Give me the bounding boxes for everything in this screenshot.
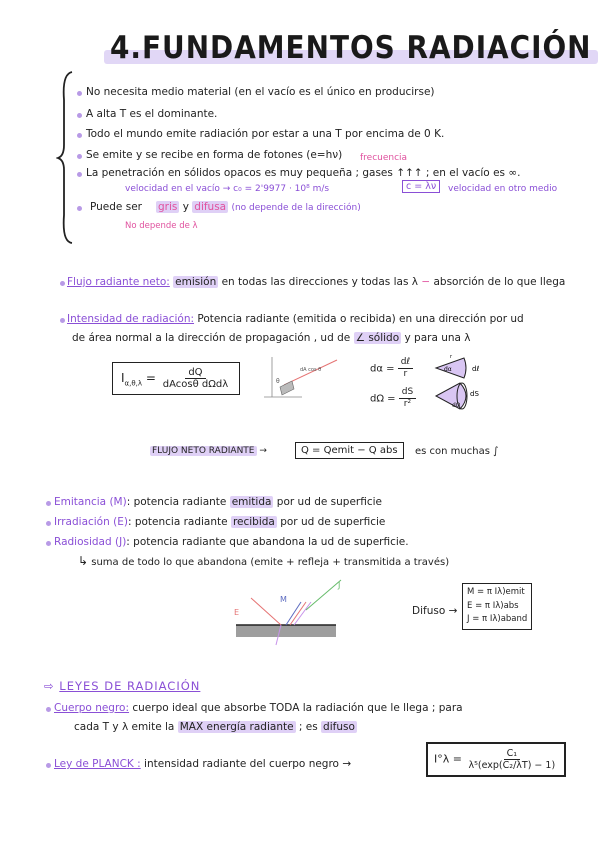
diag-dalpha: dα: [444, 366, 452, 373]
bullet-icon: [77, 91, 82, 96]
formula-num: dQ: [185, 367, 205, 379]
intensidad-def1: Potencia radiante (emitida o recibida) en una dirección por ud: [197, 313, 524, 325]
bullet-icon: [77, 172, 82, 177]
def-text: : potencia radiante: [126, 496, 230, 508]
intensidad-line1: [67, 313, 524, 326]
bullet-icon: [46, 763, 51, 768]
dalpha-num: dℓ: [398, 357, 413, 369]
flujo-neto-label: FLUJO NETO RADIANTE: [152, 446, 255, 456]
flujo-label: Flujo radiante neto:: [67, 276, 170, 288]
def-term: Emitancia (M): [54, 496, 127, 508]
flujo-emision: emisión: [175, 276, 217, 288]
bullet-icon: [46, 501, 51, 506]
bullet-icon: [77, 113, 82, 118]
diag-domega: dΩ: [452, 402, 461, 409]
intensidad-def2: de área normal a la dirección de propagación , ud de: [72, 332, 354, 344]
radiosidad-note-text: suma de todo lo que abandona (emite + refleja + transmitida a través): [91, 557, 450, 568]
ray-diagram: [226, 570, 346, 650]
vacuum-speed: velocidad en el vacío → c₀ = 2'9977 · 10⁸ m/s: [125, 184, 330, 194]
def-rest: por ud de superficie: [273, 496, 382, 508]
direction-note: (no depende de la dirección): [231, 203, 361, 213]
planck-formula: [426, 742, 566, 777]
intensidad-label: Intensidad de radiación:: [67, 313, 195, 325]
diag-dS: dS: [470, 390, 479, 398]
def-text: : potencia radiante: [127, 516, 231, 528]
flujo-text: en todas las direcciones y todas las λ: [221, 276, 418, 288]
cuerpo-negro-line2: [74, 721, 357, 734]
difuso-M: M = π Iλ)emit: [467, 587, 525, 597]
def-rest: por ud de superficie: [276, 516, 386, 528]
lambda-note: No depende de λ: [125, 221, 198, 231]
bullet-icon: [77, 133, 82, 138]
intensidad-line2: [72, 332, 471, 345]
arrow-icon: ⇨: [44, 679, 55, 693]
intro-item: Se emite y se recibe en forma de fotones (e=hν): [86, 149, 343, 161]
diag-dA: dA cos θ: [300, 367, 322, 373]
radiosidad-note: ↳ suma de todo lo que abandona (emite + refleja + transmitida a través): [78, 554, 450, 568]
gris-group: [156, 201, 361, 214]
flujo-neto-formula: Q = Qemit − Q abs: [295, 442, 404, 459]
difuso-E: E = π Iλ)abs: [467, 600, 519, 611]
cuerpo-negro-key: MAX energía radiante: [179, 721, 294, 733]
domega-lhs: dΩ =: [370, 393, 396, 405]
surface-diagram: [262, 355, 342, 405]
diag-r: r: [450, 354, 453, 360]
difuso-label: Difuso →: [412, 605, 458, 617]
formula-lhs: I: [121, 371, 125, 385]
diag-dl: dℓ: [472, 365, 480, 373]
bullet-icon: [60, 318, 65, 323]
angle-diagram: [432, 350, 492, 412]
leyes-title-text: LEYES DE RADIACIÓN: [59, 679, 201, 693]
difuso-J: J = π Iλ)aband: [467, 614, 528, 625]
planck-num: C₁: [504, 748, 520, 760]
def-irradiacion: [54, 516, 385, 529]
leyes-title: [44, 679, 200, 693]
ray-J: J: [338, 581, 341, 590]
flujo-line: Flujo radiante neto: emisión en todas las direcciones y todas las λ − absorción de lo que llega: [67, 276, 566, 288]
def-key: emitida: [231, 496, 272, 508]
bullet-icon: [46, 521, 51, 526]
planck-line: [54, 758, 351, 771]
domega-formula: [370, 387, 416, 410]
bullet-icon: [60, 281, 65, 286]
svg-text:θ: θ: [276, 378, 280, 385]
dalpha-den: r: [403, 368, 408, 379]
dalpha-formula: [370, 357, 413, 380]
bullet-icon: [77, 206, 82, 211]
cuerpo-negro-difuso: difuso: [323, 721, 355, 733]
flujo-absorcion: absorción de lo que llega: [433, 276, 566, 288]
def-key: recibida: [232, 516, 275, 528]
def-radiosidad: [54, 536, 409, 549]
domega-num: dS: [399, 387, 416, 399]
intro-item: No necesita medio material (en el vacío es el único en producirse): [86, 86, 435, 98]
difuso-box: [462, 583, 532, 630]
cuerpo-negro-text1: cuerpo ideal que absorbe TODA la radiación que le llega ; para: [132, 702, 463, 714]
c-formula-box: c = λν: [402, 180, 440, 193]
ray-E: E: [234, 608, 240, 617]
planck-den: λ⁵(exp(C₂/λT) − 1): [468, 760, 556, 771]
medium-speed: velocidad en otro medio: [448, 184, 558, 194]
intro-item: A alta T es el dominante.: [86, 108, 218, 120]
cuerpo-negro-text2a: cada T y λ emite la: [74, 721, 178, 733]
bullet-icon: [46, 541, 51, 546]
bullet-icon: [46, 707, 51, 712]
ray-M: M: [280, 595, 287, 604]
flujo-neto-line: FLUJO NETO RADIANTE →: [152, 446, 267, 456]
def-term: Irradiación (E): [54, 516, 128, 528]
difusa-label: difusa: [194, 201, 227, 213]
solido-label: ∠ sólido: [355, 332, 400, 344]
formula-den: dAcosθ dΩdλ: [162, 379, 229, 390]
intensity-formula: $I_{\alpha,\theta,\lambda}$ = $\frac{dQ}{\text{dAcosθ dΩdλ}}$: [112, 362, 240, 395]
y-label: y: [182, 201, 189, 213]
bullet-icon: [77, 154, 82, 159]
def-term: Radiosidad (J): [54, 536, 127, 548]
frecuencia-note: frecuencia: [360, 153, 408, 163]
planck-label: Ley de PLANCK :: [54, 758, 141, 770]
intro-item: Puede ser: [90, 201, 142, 213]
cuerpo-negro-text2b: ; es: [295, 721, 322, 733]
def-text: : potencia radiante que abandona la ud de superficie.: [126, 536, 409, 548]
intensidad-def2b: y para una λ: [401, 332, 471, 344]
domega-den: r²: [403, 398, 412, 409]
intro-item: Todo el mundo emite radiación por estar a una T por encima de 0 K.: [86, 128, 445, 140]
formula-sub: α,θ,λ: [124, 379, 143, 388]
def-emitancia: [54, 496, 382, 509]
brace-icon: [56, 70, 76, 245]
page-title: 4.FUNDAMENTOS RADIACIÓN: [110, 30, 592, 66]
planck-text: intensidad radiante del cuerpo negro →: [144, 758, 352, 770]
flujo-neto-note: es con muchas ∫: [415, 446, 499, 457]
gris-label: gris: [158, 201, 178, 213]
dalpha-lhs: dα =: [370, 363, 395, 375]
cuerpo-negro-line1: [54, 702, 463, 715]
intro-item: La penetración en sólidos opacos es muy pequeña ; gases ↑↑↑ ; en el vacío es ∞.: [86, 167, 521, 179]
planck-lhs: I°λ =: [434, 752, 462, 766]
cuerpo-negro-label: Cuerpo negro:: [54, 702, 130, 714]
